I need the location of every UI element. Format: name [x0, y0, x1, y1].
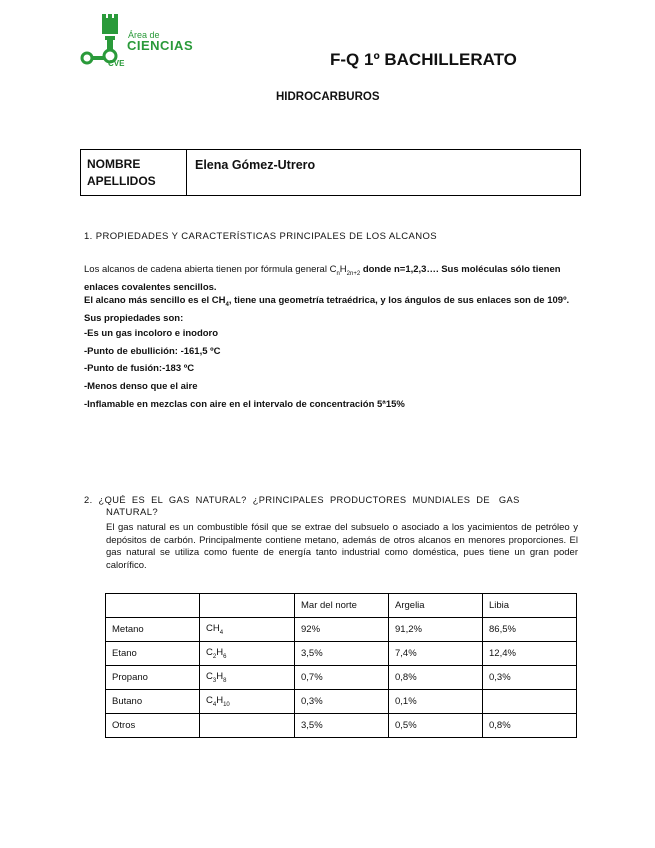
table-cell: 0,3%: [295, 690, 389, 714]
table-header-row: [106, 594, 577, 618]
table-cell: Metano: [106, 618, 200, 642]
table-cell: 0,5%: [389, 714, 483, 738]
section1-heading: 1. PROPIEDADES Y CARACTERÍSTICAS PRINCIPALES DE LOS ALCANOS: [84, 231, 438, 242]
formula-cell: [200, 666, 295, 690]
table-cell: Butano: [106, 690, 200, 714]
table-row: [106, 618, 577, 642]
formula-cell: [200, 642, 295, 666]
property-item: -Menos denso que el aire: [84, 381, 198, 392]
table-cell: 0,7%: [295, 666, 389, 690]
formula-part: C: [206, 671, 213, 683]
table-cell: 3,5%: [295, 642, 389, 666]
p2-text-b: , tiene una geometría tetraédrica, y los ángulos de sus enlaces son de 109º. Sus propiedades son:: [84, 295, 570, 324]
formula-part: CH: [206, 623, 220, 635]
p1-sub-2n2: 2n+2: [346, 270, 361, 277]
property-item: -Inflamable en mezclas con aire en el intervalo de concentración 5ª15%: [84, 399, 405, 410]
table-header-cell: Libia: [483, 594, 577, 618]
property-item: -Es un gas incoloro e inodoro: [84, 328, 219, 339]
formula-sub: 3: [212, 677, 217, 684]
table-cell: Otros: [106, 714, 200, 738]
logo-text-cve: CVE: [108, 59, 125, 68]
section1-paragraph1: [84, 263, 578, 295]
table-cell: 91,2%: [389, 618, 483, 642]
formula-part: C: [206, 647, 213, 659]
formula-part: C: [206, 695, 213, 707]
table-cell: [483, 690, 577, 714]
section1-paragraph2: [84, 294, 578, 326]
table-row: [106, 642, 577, 666]
p1-sub-n: n: [336, 270, 340, 277]
table-cell: 7,4%: [389, 642, 483, 666]
student-name-box: [80, 149, 581, 196]
formula-sub: 10: [223, 701, 230, 708]
p1-text-c: donde n=1,2,3…. Sus moléculas sólo tienen enlaces covalentes sencillos.: [84, 264, 561, 293]
formula-sub: 4: [219, 629, 224, 636]
document-subtitle: HIDROCARBUROS: [276, 91, 380, 103]
table-cell: Propano: [106, 666, 200, 690]
section2-heading-line1: 2. ¿QUÉ ES EL GAS NATURAL? ¿PRINCIPALES PRODUCTORES MUNDIALES DE GAS: [84, 495, 520, 505]
formula-part: H: [216, 647, 224, 659]
formula-part: H: [216, 671, 224, 683]
formula-cell: [200, 618, 295, 642]
table-header-cell: Argelia: [389, 594, 483, 618]
property-item: -Punto de fusión:-183 ºC: [84, 363, 195, 374]
table-cell: 0,3%: [483, 666, 577, 690]
table-cell: 12,4%: [483, 642, 577, 666]
name-label: [81, 150, 187, 195]
section2-paragraph: El gas natural es un combustible fósil que se extrae del subsuelo o asociado a los yacimientos de petróleo y depósitos de carbón. Principalmente contiene metano, además de otros alcanos en menores proporciones. El gas natural se utiliza como fuente de energía tanto industrial como doméstica, pues tiene un gran poder calorífico.: [106, 522, 578, 571]
table-header-cell: [106, 594, 200, 618]
table-cell: 0,1%: [389, 690, 483, 714]
p1-text-h: H: [339, 264, 347, 275]
p2-sub-4: 4: [225, 301, 229, 308]
logo-text-ciencias: CIENCIAS: [127, 38, 194, 53]
formula-sub: 2: [212, 653, 217, 660]
property-item: -Punto de ebullición: -161,5 ºC: [84, 346, 221, 357]
formula-cell: [200, 690, 295, 714]
table-cell: 92%: [295, 618, 389, 642]
name-label-line1: NOMBRE: [87, 157, 141, 171]
table-header-cell: [200, 594, 295, 618]
table-row: [106, 714, 577, 738]
table-cell: 86,5%: [483, 618, 577, 642]
formula-cell: [200, 714, 295, 738]
formula-sub: 8: [223, 677, 227, 684]
document-title: F-Q 1º BACHILLERATO: [330, 50, 517, 69]
formula-part: H: [216, 695, 224, 707]
table-row: [106, 666, 577, 690]
section2-heading-line2: NATURAL?: [106, 507, 159, 518]
logo-text-area: Área de: [128, 30, 160, 40]
p2-text-a: El alcano más sencillo es el CH: [84, 295, 226, 306]
table-cell: 0,8%: [389, 666, 483, 690]
p1-text-a: Los alcanos de cadena abierta tienen por fórmula general C: [84, 264, 337, 275]
table-row: [106, 690, 577, 714]
student-name: Elena Gómez-Utrero: [195, 158, 316, 172]
formula-sub: 4: [212, 701, 217, 708]
formula-sub: 6: [223, 653, 227, 660]
table-cell: 3,5%: [295, 714, 389, 738]
table-cell: 0,8%: [483, 714, 577, 738]
name-label-line2: APELLIDOS: [87, 174, 156, 188]
gas-composition-table: [105, 593, 577, 738]
table-cell: Etano: [106, 642, 200, 666]
table-header-cell: Mar del norte: [295, 594, 389, 618]
